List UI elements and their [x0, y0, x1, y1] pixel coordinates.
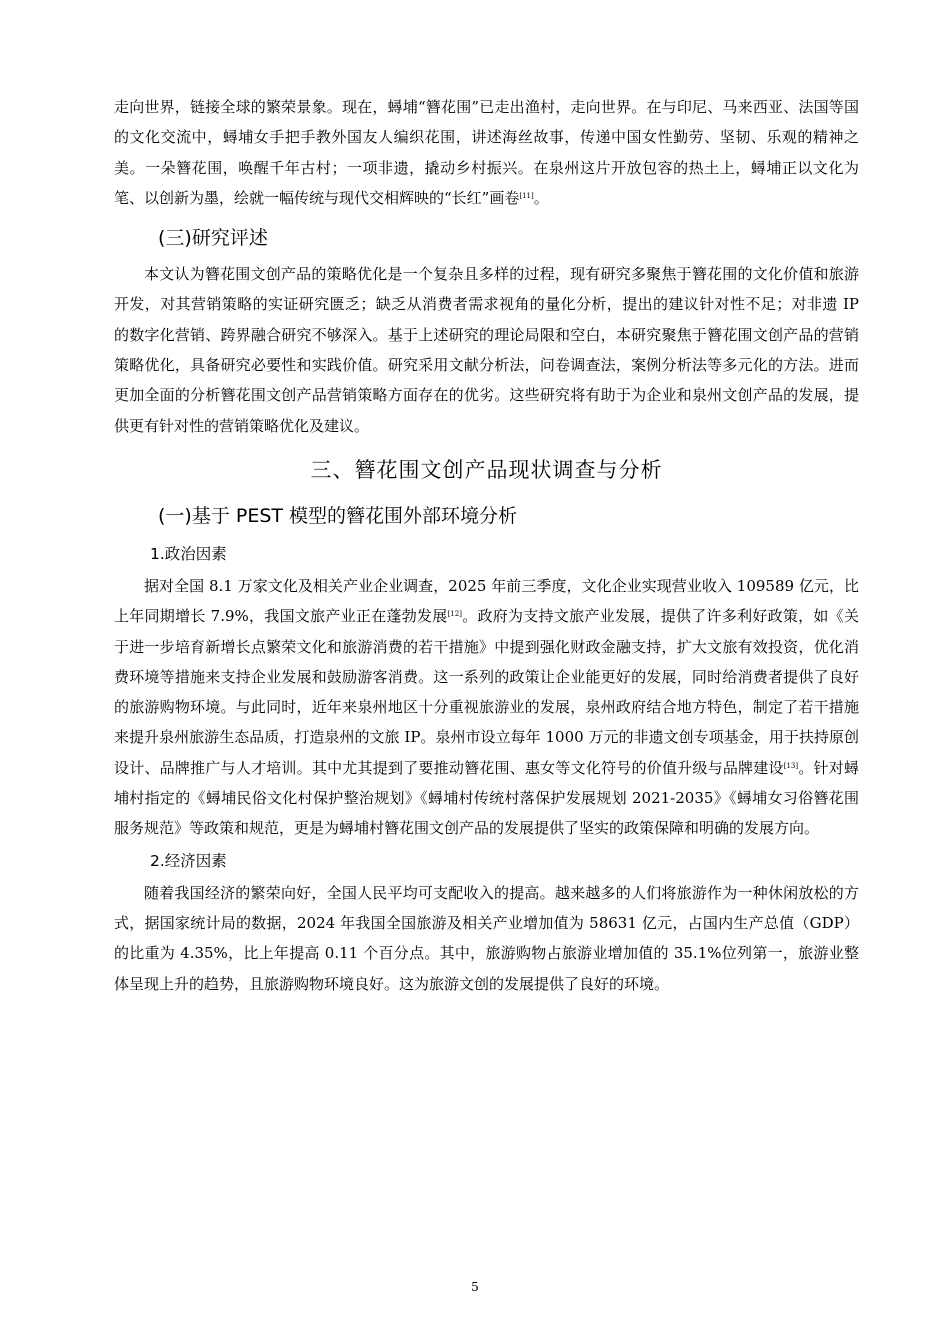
- paragraph-text: 走向世界，链接全球的繁荣景象。现在，蟳埔“簪花围”已走出渔村，走向世界。在与印尼、马来西亚、法国等国的文化交流中，蟳埔女手把手教外国友人编织花围，讲述海丝故事，传递中国女性勤劳、坚韧、乐观的精神之美。一朵簪花围，唤醒千年古村；一项非遗，撬动乡村振兴。在泉州这片开放包容的热土上，蟳埔正以文化为笔、以创新为墨，绘就一幅传统与现代交相辉映的“长红”画卷: [114, 98, 859, 207]
- page-content: [114, 92, 859, 999]
- section-title: 三、簪花围文创产品现状调查与分析: [310, 457, 663, 482]
- paragraph-economic: 随着我国经济的繁荣向好，全国人民平均可支配收入的提高。越来越多的人们将旅游作为一种休闲放松的方式，据国家统计局的数据，2024 年我国全国旅游及相关产业增加值为 58631 亿元，占国内生产总值（GDP）的比重为 4.35%，比上年提高 0.11 个百分点。其中，旅游购物占旅游业增加值的 35.1%位列第一，旅游业整体呈现上升的趋势，且旅游购物环境良好。这为旅游文创的发展提供了良好的环境。: [114, 883, 859, 993]
- paragraph-political: [114, 571, 859, 844]
- paragraph-text-b: 。政府为支持文旅产业发展，提供了许多利好政策，如《关于进一步培育新增长点繁荣文化和旅游消费的若干措施》中提到强化财政金融支持，扩大文旅有效投资，优化消费环境等措施来支持企业发展和鼓励游客消费。这一系列的政策让企业能更好的发展，同时给消费者提供了良好的旅游购物环境。与此同时，近年来泉州地区十分重视旅游业的发展，泉州政府结合地方特色，制定了若干措施来提升泉州旅游生态品质，打造泉州的文旅 IP。泉州市设立每年 1000 万元的非遗文创专项基金，用于扶持原创设计、品牌推广与人才培训。其中尤其提到了要推动簪花围、惠女等文化符号的价值升级与品牌建设: [114, 607, 859, 777]
- paragraph-tail: 。: [533, 188, 549, 207]
- citation-ref: [12]: [447, 610, 462, 619]
- paragraph-text-c: 。针对蟳埔村指定的《蟳埔民俗文化村保护整治规划》《蟳埔村传统村落保护发展规划 2021-2035》《蟳埔女习俗簪花围服务规范》等政策和规范，更是为蟳埔村簪花围文创产品的发展提供了坚实的政策保障和明确的发展方向。: [114, 758, 859, 838]
- paragraph-continuation: [114, 92, 859, 213]
- paragraph-review: 本文认为簪花围文创产品的策略优化是一个复杂且多样的过程，现有研究多聚焦于簪花围的文化价值和旅游开发，对其营销策略的实证研究匮乏；缺乏从消费者需求视角的量化分析，提出的建议针对性不足；对非遗 IP 的数字化营销、跨界融合研究不够深入。基于上述研究的理论局限和空白，本研究聚焦于簪花围文创产品的营销策略优化，具备研究必要性和实践价值。研究采用文献分析法，问卷调查法，案例分析法等多元化的方法。进而更加全面的分析簪花围文创产品营销策略方面存在的优劣。这些研究将有助于为企业和泉州文创产品的发展，提供更有针对性的营销策略优化及建议。: [114, 265, 859, 435]
- citation-ref: [11]: [519, 191, 534, 200]
- subsection-heading-review: (三)研究评述: [158, 227, 268, 250]
- citation-ref: [13]: [783, 761, 799, 770]
- paragraph-text-a: 据对全国 8.1 万家文化及相关产业企业调查，2025 年前三季度，文化企业实现营业收入 109589 亿元，比上年同期增长 7.9%，我国文旅产业正在蓬勃发展: [114, 576, 859, 626]
- item-heading-political: 1.政治因素: [150, 544, 227, 563]
- page-number: 5: [471, 1280, 479, 1294]
- subsection-heading-pest: (一)基于 PEST 模型的簪花围外部环境分析: [158, 504, 518, 527]
- item-heading-economic: 2.经济因素: [150, 851, 227, 870]
